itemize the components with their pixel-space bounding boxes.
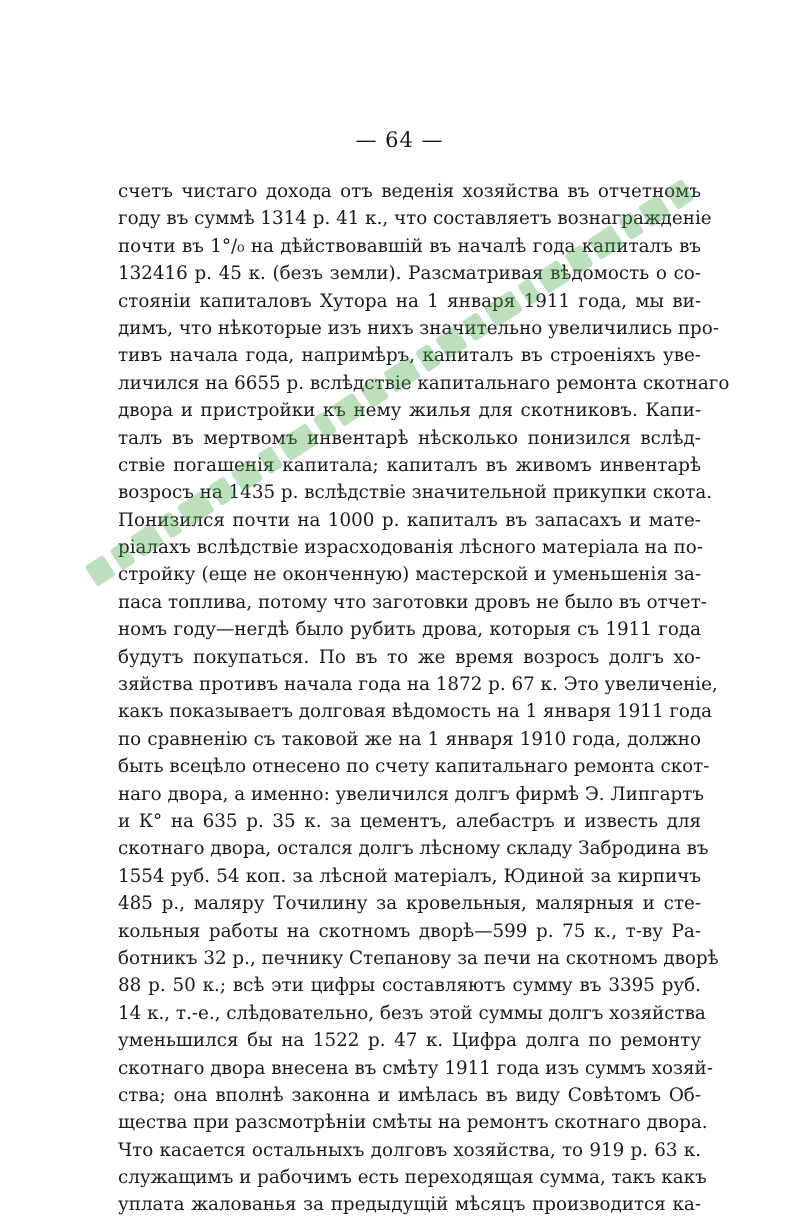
body-text bbox=[118, 178, 730, 1219]
text-line: скотнаго двора, остался долгъ лѣсному складу Забродина въ bbox=[118, 838, 709, 860]
text-line: 1554 руб. 54 коп. за лѣсной матеріалъ, Юдиной за кирпичъ bbox=[118, 865, 701, 887]
text-line: тивъ начала года, напримѣръ, капиталъ въ строеніяхъ уве- bbox=[118, 345, 701, 367]
text-line: ріалахъ вслѣдствіе израсходованія лѣсного матеріала на по- bbox=[118, 537, 703, 559]
text-line: кольныя работы на скотномъ дворѣ—599 р. 75 к., т-ву Ра- bbox=[118, 920, 701, 942]
text-line: и К° на 635 р. 35 к. за цементъ, алебастръ и известь для bbox=[118, 810, 701, 832]
text-line: ствіе погашенія капитала; капиталъ въ живомъ инвентарѣ bbox=[118, 454, 701, 476]
text-line: году въ суммѣ 1314 р. 41 к., что составляетъ вознагражденіе bbox=[118, 208, 712, 230]
text-line: личился на 6655 р. вслѣдствіе капитальнаго ремонта скотнаго bbox=[118, 372, 730, 394]
text-line: уплата жалованья за предыдущій мѣсяцъ производится ка- bbox=[118, 1194, 701, 1216]
text-line: ства; она вполнѣ законна и имѣлась въ виду Совѣтомъ Об- bbox=[118, 1084, 701, 1106]
text-line: Понизился почти на 1000 р. капиталъ въ запасахъ и мате- bbox=[118, 509, 701, 531]
text-line: номъ году—негдѣ было рубить дрова, которыя съ 1911 года bbox=[118, 619, 701, 641]
text-line: 14 к., т.-е., слѣдовательно, безъ этой суммы долгъ хозяйства bbox=[118, 1002, 706, 1024]
text-line: щества при разсмотрѣніи смѣты на ремонтъ скотнаго двора. bbox=[118, 1112, 708, 1134]
text-line: скотнаго двора внесена въ смѣту 1911 года изъ суммъ хозяй- bbox=[118, 1057, 713, 1079]
text-line: двора и пристройки къ нему жилья для скотниковъ. Капи- bbox=[118, 400, 701, 422]
text-line: димъ, что нѣкоторые изъ нихъ значительно увеличились про- bbox=[118, 317, 719, 339]
text-line: зяйства противъ начала года на 1872 р. 67 к. Это увеличеніе, bbox=[118, 674, 718, 696]
text-line: будутъ покупаться. По въ то же время возросъ долгъ хо- bbox=[118, 646, 701, 668]
text-line: ботникъ 32 р., печнику Степанову за печи на скотномъ дворѣ bbox=[118, 947, 719, 969]
page-number: — 64 — bbox=[355, 128, 444, 152]
text-line: 132416 р. 45 к. (безъ земли). Разсматривая вѣдомость о со- bbox=[118, 263, 701, 285]
text-line: стояніи капиталовъ Хутора на 1 января 1911 года, мы ви- bbox=[118, 290, 701, 312]
text-line: Что касается остальныхъ долговъ хозяйства, то 919 р. 63 к. bbox=[118, 1139, 701, 1161]
text-line: возросъ на 1435 р. вслѣдствіе значительной прикупки скота. bbox=[118, 482, 713, 504]
text-line: по сравненію съ таковой же на 1 января 1910 года, должно bbox=[118, 728, 701, 750]
text-line: 88 р. 50 к.; всѣ эти цифры составляютъ сумму въ 3395 руб. bbox=[118, 975, 701, 997]
text-line: служащимъ и рабочимъ есть переходящая сумма, такъ какъ bbox=[118, 1167, 707, 1189]
text-line: уменьшился бы на 1522 р. 47 к. Цифра долга по ремонту bbox=[118, 1030, 701, 1052]
text-line: талъ въ мертвомъ инвентарѣ нѣсколько понизился вслѣд- bbox=[118, 427, 701, 449]
text-line: счетъ чистаго дохода отъ веденія хозяйства въ отчетномъ bbox=[118, 181, 701, 202]
text-line: 485 р., маляру Точилину за кровельныя, малярныя и сте- bbox=[118, 893, 701, 915]
text-line: паса топлива, потому что заготовки дровъ не было въ отчет- bbox=[118, 591, 707, 613]
text-line: быть всецѣло отнесено по счету капитальнаго ремонта скот- bbox=[118, 756, 710, 778]
text-line: наго двора, а именно: увеличился долгъ фирмѣ Э. Липгартъ bbox=[118, 783, 704, 805]
text-line: почти въ 1°/₀ на дѣйствовавшій въ началѣ года капиталъ въ bbox=[118, 235, 701, 257]
text-line: какъ показываетъ долговая вѣдомость на 1 января 1911 года bbox=[118, 701, 713, 723]
text-line: стройку (еще не оконченную) мастерской и уменьшенія за- bbox=[118, 564, 701, 586]
